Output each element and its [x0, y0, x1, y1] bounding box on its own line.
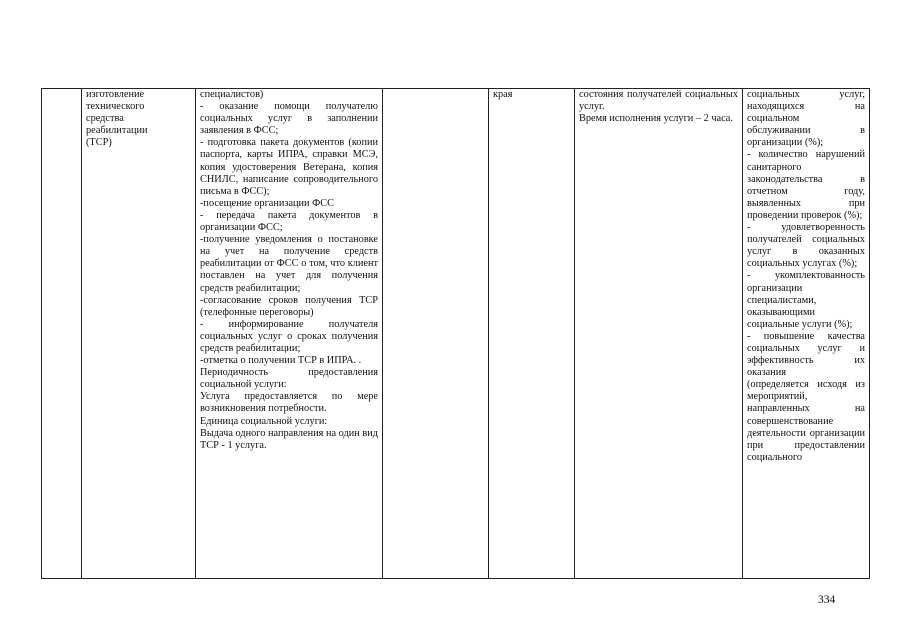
service-name-text: изготовление технического средства реабилитации (ТСР): [86, 89, 148, 149]
document-table: [41, 88, 870, 579]
cell-conditions: [575, 89, 743, 579]
quality-indicators-text: социальных услуг, находящихся на социальном обслуживании в организации (%); - количество нарушений санитарного законодательства в отчетном году, выявленных при проведении проверок (%); - удовлетворенность получателей социальных услуг в оказанных социальных услугах (%); - укомплектованность организации специалистами, оказывающими социальные услуги (%); - повышение качества социальных услуг и эффективность их оказания (определяется исходя из мероприятий, направленных на совершенствование деятельности организации при предоставлении социального: [747, 89, 865, 463]
cell-budget: [489, 89, 575, 579]
table-row: [42, 89, 870, 579]
page-number: 334: [818, 594, 836, 606]
service-description-text: специалистов) - оказание помощи получателю социальных услуг в заполнении заявления в ФСС; - подготовка пакета документов (копии паспорта, карты ИПРА, справки МСЭ, копия удостоверения Ветерана, копия СНИЛС, написание сопроводительного письма в ФСС); -посещение организации ФСС - передача пакета документов в организации ФСС; -получение уведомления о постановке на учет на получение средств реабилитации от ФСС о том, что клиент поставлен на учет для получения средств реабилитации; -согласование сроков получения ТСР (телефонные переговоры) - информирование получателя социальных услуг о сроках получения средств реабилитации; -отметка о получении ТСР в ИПРА. . Периодичность предоставления социальной услуги: Услуга предоставляется по мере возникновения потребности. Единица социальной услуги: Выдача одного направления на один вид ТСР - 1 услуга.: [200, 89, 378, 451]
cell-service-description: [196, 89, 383, 579]
budget-text: края: [493, 89, 513, 100]
conditions-text: состояния получателей социальных услуг. Время исполнения услуги – 2 часа.: [579, 89, 738, 125]
cell-quality-indicators: [743, 89, 870, 579]
cell-service-name: [82, 89, 196, 579]
cell-number: [42, 89, 82, 579]
cell-empty: [383, 89, 489, 579]
